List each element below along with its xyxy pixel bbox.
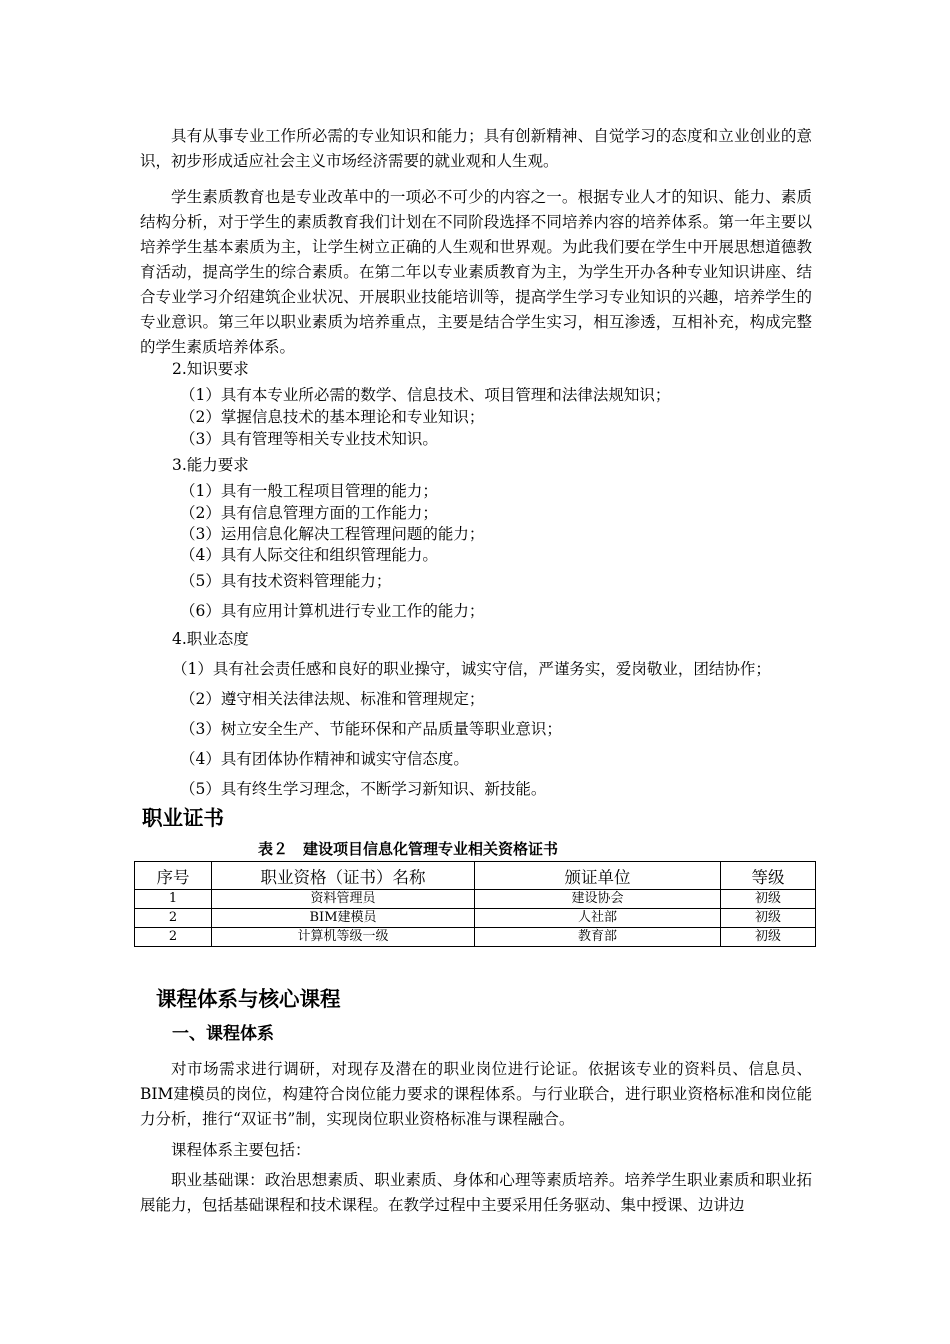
attitude-item: （1）具有社会责任感和良好的职业操守，诚实守信，严谨务实，爱岗敬业，团结协作； [172,660,771,678]
attitude-item: （2）遵守相关法律法规、标准和管理规定； [180,690,485,708]
knowledge-item: （3）具有管理等相关专业技术知识。 [180,430,438,448]
ability-item: （6）具有应用计算机进行专业工作的能力； [180,602,485,620]
attitude-item: （4）具有团体协作精神和诚实守信态度。 [180,750,469,768]
ability-item: （1）具有一般工程项目管理的能力； [180,482,438,500]
table-row [135,909,816,928]
table-cell: 2 [135,909,212,928]
ability-heading: 3.能力要求 [172,456,249,474]
column-header: 职业资格（证书）名称 [212,862,475,890]
curriculum-paragraph-2: 课程体系主要包括： [171,1141,311,1159]
curriculum-paragraph-3: 职业基础课：政治思想素质、职业素质、身体和心理等素质培养。培养学生职业素质和职业拓展能力，包括基础课程和技术课程。在教学过程中主要采用任务驱动、集中授课、边讲边 [140,1171,812,1214]
table-cell: 人社部 [475,909,721,928]
intro-paragraph-2: 学生素质教育也是专业改革中的一项必不可少的内容之一。根据专业人才的知识、能力、素质结构分析，对于学生的素质教育我们计划在不同阶段选择不同培养内容的培养体系。第一年主要以培养学生基本素质为主，让学生树立正确的人生观和世界观。为此我们要在学生中开展思想道德教育活动，提高学生的综合素质。在第二年以专业素质教育为主，为学生开办各种专业知识讲座、结合专业学习介绍建筑企业状况、开展职业技能培训等，提高学生学习专业知识的兴趣，培养学生的专业意识。第三年以职业素质为培养重点，主要是结合学生实习，相互渗透，互相补充，构成完整的学生素质培养体系。 [140,188,812,356]
table-cell: 初级 [721,928,816,947]
table-cell: 计算机等级一级 [212,928,475,947]
table-cell: 初级 [721,909,816,928]
table-caption: 表２ 建设项目信息化管理专业相关资格证书 [258,840,559,858]
curriculum-paragraph-1: 对市场需求进行调研，对现存及潜在的职业岗位进行论证。依据该专业的资料员、信息员、BIM建模员的岗位，构建符合岗位能力要求的课程体系。与行业联合，进行职业资格标准和岗位能力分析，推行“双证书”制，实现岗位职业资格标准与课程融合。 [140,1060,812,1128]
certificate-table [134,861,816,947]
knowledge-heading: 2.知识要求 [172,360,249,378]
table-row [135,890,816,909]
intro-paragraph-1: 具有从事专业工作所必需的专业知识和能力；具有创新精神、自觉学习的态度和立业创业的意识，初步形成适应社会主义市场经济需要的就业观和人生观。 [140,127,812,170]
knowledge-item: （2）掌握信息技术的基本理论和专业知识； [180,408,485,426]
ability-item: （2）具有信息管理方面的工作能力； [180,504,438,522]
column-header: 颁证单位 [475,862,721,890]
curriculum-heading: 课程体系与核心课程 [156,987,341,1011]
certificate-heading: 职业证书 [142,806,224,830]
column-header: 等级 [721,862,816,890]
attitude-item: （3）树立安全生产、节能环保和产品质量等职业意识； [180,720,562,738]
table-cell: 2 [135,928,212,947]
ability-item: （4）具有人际交往和组织管理能力。 [180,546,438,564]
curriculum-subheading: 一、课程体系 [172,1024,274,1044]
table-cell: 教育部 [475,928,721,947]
table-header-row [135,862,816,890]
table-cell: 初级 [721,890,816,909]
ability-item: （5）具有技术资料管理能力； [180,572,392,590]
table-cell: 资料管理员 [212,890,475,909]
knowledge-item: （1）具有本专业所必需的数学、信息技术、项目管理和法律法规知识； [180,386,671,404]
ability-item: （3）运用信息化解决工程管理问题的能力； [180,525,485,543]
table-cell: 建设协会 [475,890,721,909]
table-row [135,928,816,947]
column-header: 序号 [135,862,212,890]
table-cell: 1 [135,890,212,909]
attitude-item: （5）具有终生学习理念，不断学习新知识、新技能。 [180,780,547,798]
table-cell: BIM建模员 [212,909,475,928]
attitude-heading: 4.职业态度 [172,630,249,648]
